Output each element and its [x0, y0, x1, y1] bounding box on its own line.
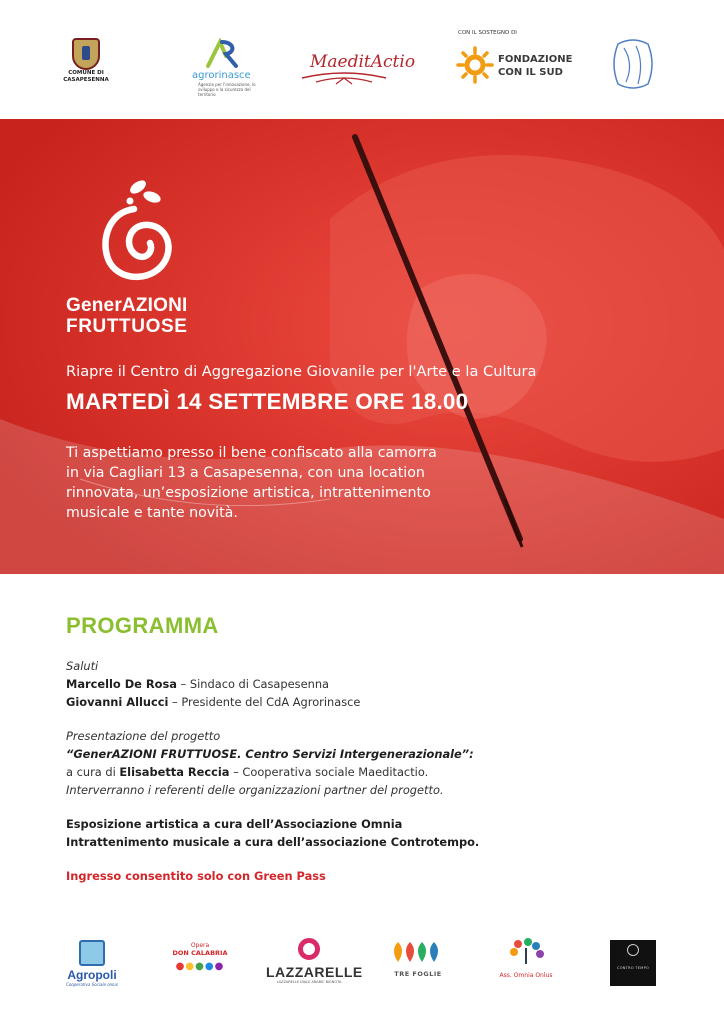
- controtempo-name: CONTRO TEMPO: [616, 966, 650, 970]
- agropoli-name: Agropoli: [67, 968, 117, 982]
- event-subtitle: Riapre il Centro di Aggregazione Giovanile per l'Arte e la Cultura: [66, 363, 537, 380]
- fondazione-name: FONDAZIONE: [498, 54, 573, 65]
- agropoli-logo: [64, 936, 120, 992]
- speaker-name: Marcello De Rosa: [66, 677, 177, 691]
- presentation-label: Presentazione del progetto: [66, 729, 221, 743]
- agropoli-icon: [79, 940, 105, 966]
- curator-name: Elisabetta Reccia: [119, 765, 230, 779]
- partners-note: Interverranno i referenti delle organizzazioni partner del progetto.: [66, 783, 444, 797]
- greetings-label: Saluti: [66, 659, 99, 673]
- agrorinasce-name: agrorinasce: [192, 70, 251, 81]
- comune-name: CASAPESENNA: [63, 77, 109, 83]
- green-pass-notice: Ingresso consentito solo con Green Pass: [66, 869, 326, 883]
- maeditactio-name: MaeditActio: [310, 52, 416, 72]
- tre-foglie-name: TRE FOGLIE: [394, 970, 442, 978]
- agropoli-tagline: Cooperativa Sociale onlus: [66, 982, 118, 987]
- music-item: Intrattenimento musicale a cura dell’associazione Controtempo.: [66, 835, 480, 849]
- curator-organization: – Cooperativa sociale Maeditactio.: [229, 765, 429, 779]
- tre-foglie-logo: [390, 936, 446, 992]
- invitation-line: rinnovata, un’esposizione artistica, intrattenimento: [66, 485, 431, 501]
- invitation-line: in via Cagliari 13 a Casapesenna, con una location: [66, 465, 425, 481]
- event-date: MARTEDÌ 14 SETTEMBRE ORE 18.00: [66, 389, 469, 414]
- program-heading: PROGRAMMA: [66, 613, 219, 638]
- clock-icon: [627, 944, 639, 956]
- comune-casapesenna-logo: [62, 38, 110, 96]
- partner-logos-header: [0, 30, 724, 102]
- crest-icon: [72, 38, 100, 70]
- invitation-line: Ti aspettiamo presso il bene confiscato alla camorra: [66, 445, 437, 461]
- lazzarelle-tagline: LAZZARELLE DIALE ARABIC BIGNOTA: [276, 980, 342, 984]
- support-label: CON IL SOSTEGNO DI: [458, 30, 517, 36]
- invitation-text: [66, 443, 496, 523]
- lazzarelle-name: LAZZARELLE: [266, 964, 363, 980]
- partner-logos-footer: [0, 936, 724, 996]
- speaker-role: – Presidente del CdA Agrorinasce: [168, 695, 361, 709]
- hero-content: [0, 119, 724, 574]
- target-icon: [298, 938, 320, 960]
- speaker-row: [66, 693, 666, 711]
- lazzarelle-logo: [266, 936, 363, 992]
- controtempo-logo: [610, 940, 656, 986]
- people-icon: ●●●●●: [175, 961, 225, 972]
- speaker-row: [66, 675, 666, 693]
- agrorinasce-logo: [192, 38, 256, 98]
- calabria-label: Opera: [190, 942, 210, 949]
- fondazione-name-2: CON IL SUD: [498, 67, 563, 78]
- fondazione-con-il-sud-logo: [452, 30, 573, 98]
- opera-don-calabria-logo: [170, 936, 230, 992]
- omnia-name: Ass. Omnia Onlus: [499, 972, 553, 979]
- program-section: [66, 613, 666, 885]
- maeditactio-logo: [296, 38, 416, 90]
- brand-title-line2: FRUTTUOSE: [66, 316, 188, 337]
- curated-prefix: a cura di: [66, 765, 120, 779]
- invitation-line: musicale e tante novità.: [66, 505, 238, 521]
- curated-by-row: [66, 763, 666, 781]
- agrorinasce-mark-icon: [204, 38, 240, 70]
- exhibition-item: Esposizione artistica a cura dell’Associazione Omnia: [66, 817, 403, 831]
- generazioni-fruttuose-logo-icon: [96, 171, 172, 287]
- project-title: “GenerAZIONI FRUTTUOSE. Centro Servizi Intergenerazionale”:: [66, 747, 474, 761]
- sun-icon: [456, 46, 494, 84]
- comune-label: COMUNE DI: [68, 70, 104, 76]
- brand-title-line1: GenerAZIONI: [66, 295, 188, 316]
- agrorinasce-tagline: Agenzia per l'innovazione, lo sviluppo e la sicurezza del territorio: [198, 82, 256, 97]
- hero-banner: [0, 119, 724, 574]
- omnia-logo: [496, 936, 556, 992]
- calabria-name: DON CALABRIA: [172, 949, 228, 957]
- leaves-icon: [390, 940, 446, 964]
- lisanna-peppina-seal: [608, 34, 658, 94]
- speaker-name: Giovanni Allucci: [66, 695, 169, 709]
- tree-icon: [496, 936, 556, 966]
- speaker-role: – Sindaco di Casapesenna: [176, 677, 330, 691]
